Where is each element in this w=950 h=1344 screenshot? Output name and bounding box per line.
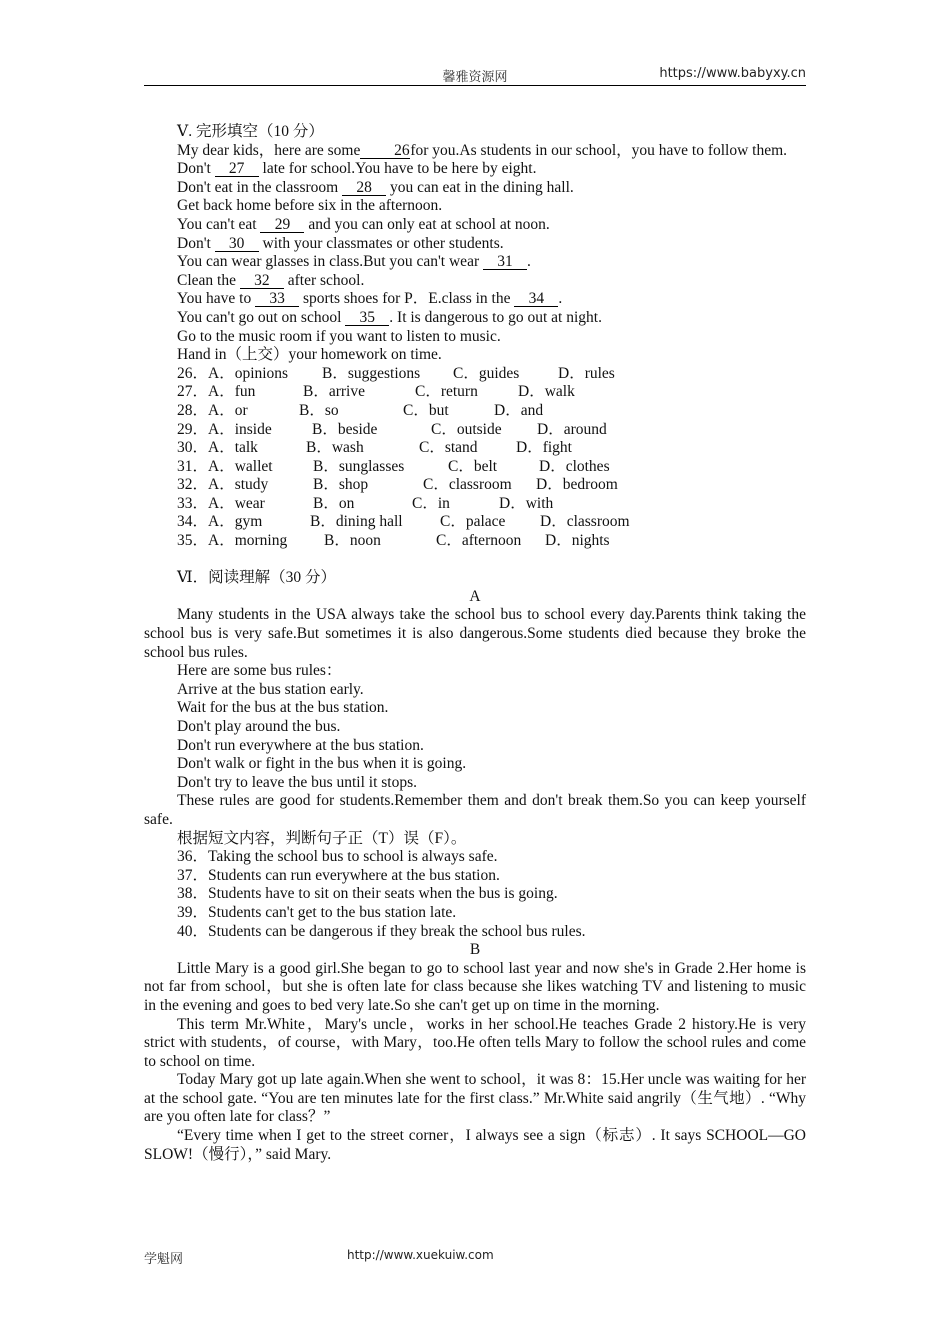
footer-url: http://www.xuekuiw.com xyxy=(347,1248,494,1262)
header-site-name: 馨雅资源网 xyxy=(442,70,508,85)
blank-26: 26 xyxy=(360,143,410,159)
document-body xyxy=(144,123,806,1164)
bus-rule: Wait for the bus at the bus station. xyxy=(177,699,389,717)
blank-34: 34 xyxy=(514,291,558,307)
passage-a-label: A xyxy=(469,587,481,605)
blank-28: 28 xyxy=(342,180,386,196)
cloze-line-music: Go to the music room if you want to listen to music. xyxy=(177,327,501,345)
blank-27: 27 xyxy=(215,161,259,177)
options-30: 30．A．talk B．wash C．stand D．fight xyxy=(177,439,572,457)
options-34: 34．A．gym B．dining hall C．palace D．classroom xyxy=(177,513,630,531)
bus-rules-intro: Here are some bus rules： xyxy=(177,662,342,680)
blank-31: 31 xyxy=(483,254,527,270)
options-28: 28．A．or B．so C．but D．and xyxy=(177,401,544,419)
question-37: 37．Students can run everywhere at the bus station. xyxy=(177,866,500,884)
bus-rule: Arrive at the bus station early. xyxy=(177,680,364,698)
options-29: 29．A．inside B．beside C．outside D．around xyxy=(177,420,607,438)
cloze-line-31: You can wear glasses in class.But you can't wear 31 . xyxy=(177,253,531,271)
options-32: 32．A．study B．shop C．classroom D．bedroom xyxy=(177,476,618,494)
blank-30: 30 xyxy=(215,236,259,252)
footer-site-name: 学魁网 xyxy=(144,1251,184,1266)
cloze-line-29: You can't eat 29 and you can only eat at school at noon. xyxy=(177,215,550,233)
reading-title: Ⅵ．阅读理解（30 分） xyxy=(177,569,336,587)
passage-b-label: B xyxy=(469,941,481,959)
blank-35: 35 xyxy=(345,310,389,326)
cloze-line-32: Clean the 32 after school. xyxy=(177,271,365,289)
cloze-title: Ⅴ. 完形填空（10 分） xyxy=(177,123,324,140)
options-31: 31．A．wallet B．sunglasses C．belt D．clothes xyxy=(177,457,610,475)
bus-rule: Don't run everywhere at the bus station. xyxy=(177,736,424,754)
options-27: 27．A．fun B．arrive C．return D．walk xyxy=(177,383,575,401)
options-33: 33．A．wear B．on C．in D．with xyxy=(177,494,554,512)
bus-rule: Don't walk or fight in the bus when it is going. xyxy=(177,755,467,773)
passage-b-paragraph-2: This term Mr.White，Mary's uncle，works in her school.He teaches Grade 2 history.He is very strict with students，of course，with Mary，too.He often tells Mary to follow the school rules and come to school on time. xyxy=(144,1015,806,1070)
blank-29: 29 xyxy=(260,217,304,233)
passage-a-paragraph-1: Many students in the USA always take the school bus to school every day.Parents think taking the school bus is very safe.But sometimes it is also dangerous.Some students died because they broke the school bus rules. xyxy=(144,606,806,661)
blank-32: 32 xyxy=(240,273,284,289)
blank-33: 33 xyxy=(255,291,299,307)
question-40: 40．Students can be dangerous if they break the school bus rules. xyxy=(177,922,586,940)
passage-b-paragraph-4: “Every time when I get to the street corner，I always see a sign（标志）. It says SCHOOL—GO SLOW!（慢行），” said Mary. xyxy=(144,1127,806,1163)
question-36: 36．Taking the school bus to school is always safe. xyxy=(177,848,498,866)
cloze-intro: My dear kids，here are some 26for you.As students in our school，you have to follow them. xyxy=(177,141,788,159)
cloze-line-27: Don't 27 late for school.You have to be here by eight. xyxy=(177,160,537,178)
bus-rule: Don't play around the bus. xyxy=(177,718,341,735)
bus-rule: Don't try to leave the bus until it stops. xyxy=(177,773,418,791)
cloze-line-28: Don't eat in the classroom 28 you can eat in the dining hall. xyxy=(177,178,574,196)
true-false-instruction: 根据短文内容，判断句子正（T）误（F）。 xyxy=(177,829,467,847)
question-39: 39．Students can't get to the bus station late. xyxy=(177,903,457,921)
options-35: 35．A．morning B．noon C．afternoon D．nights xyxy=(177,532,610,550)
header-url: https://www.babyxy.cn xyxy=(659,66,806,81)
question-38: 38．Students have to sit on their seats when the bus is going. xyxy=(177,885,558,903)
header-divider xyxy=(144,85,806,86)
cloze-line-hand: Hand in（上交）your homework on time. xyxy=(177,346,442,364)
cloze-line-33: You have to 33 sports shoes for P．E.class in the 34 . xyxy=(177,290,563,308)
options-26: 26．A．opinions B．suggestions C．guides D．rules xyxy=(177,364,615,382)
passage-b-paragraph-3: Today Mary got up late again.When she went to school，it was 8：15.Her uncle was waiting for her at the school gate. “You are ten minutes late for the first class.” Mr.White said angrily（生气地）. “Why are you often late for class？” xyxy=(144,1071,806,1126)
cloze-line-35: You can't go out on school 35 . It is dangerous to go out at night. xyxy=(177,308,602,326)
cloze-line-30: Don't 30 with your classmates or other students. xyxy=(177,234,504,252)
cloze-line-home: Get back home before six in the afternoon. xyxy=(177,197,443,215)
passage-b-paragraph-1: Little Mary is a good girl.She began to go to school last year and now she's in Grade 2.Her home is not far from school，but she is often late for class because she likes watching TV and listening to music in the evening and goes to bed very late.So she can't get up on time in the morning. xyxy=(144,959,806,1014)
passage-a-paragraph-2: These rules are good for students.Remember them and don't break them.So you can keep yourself safe. xyxy=(144,792,806,828)
